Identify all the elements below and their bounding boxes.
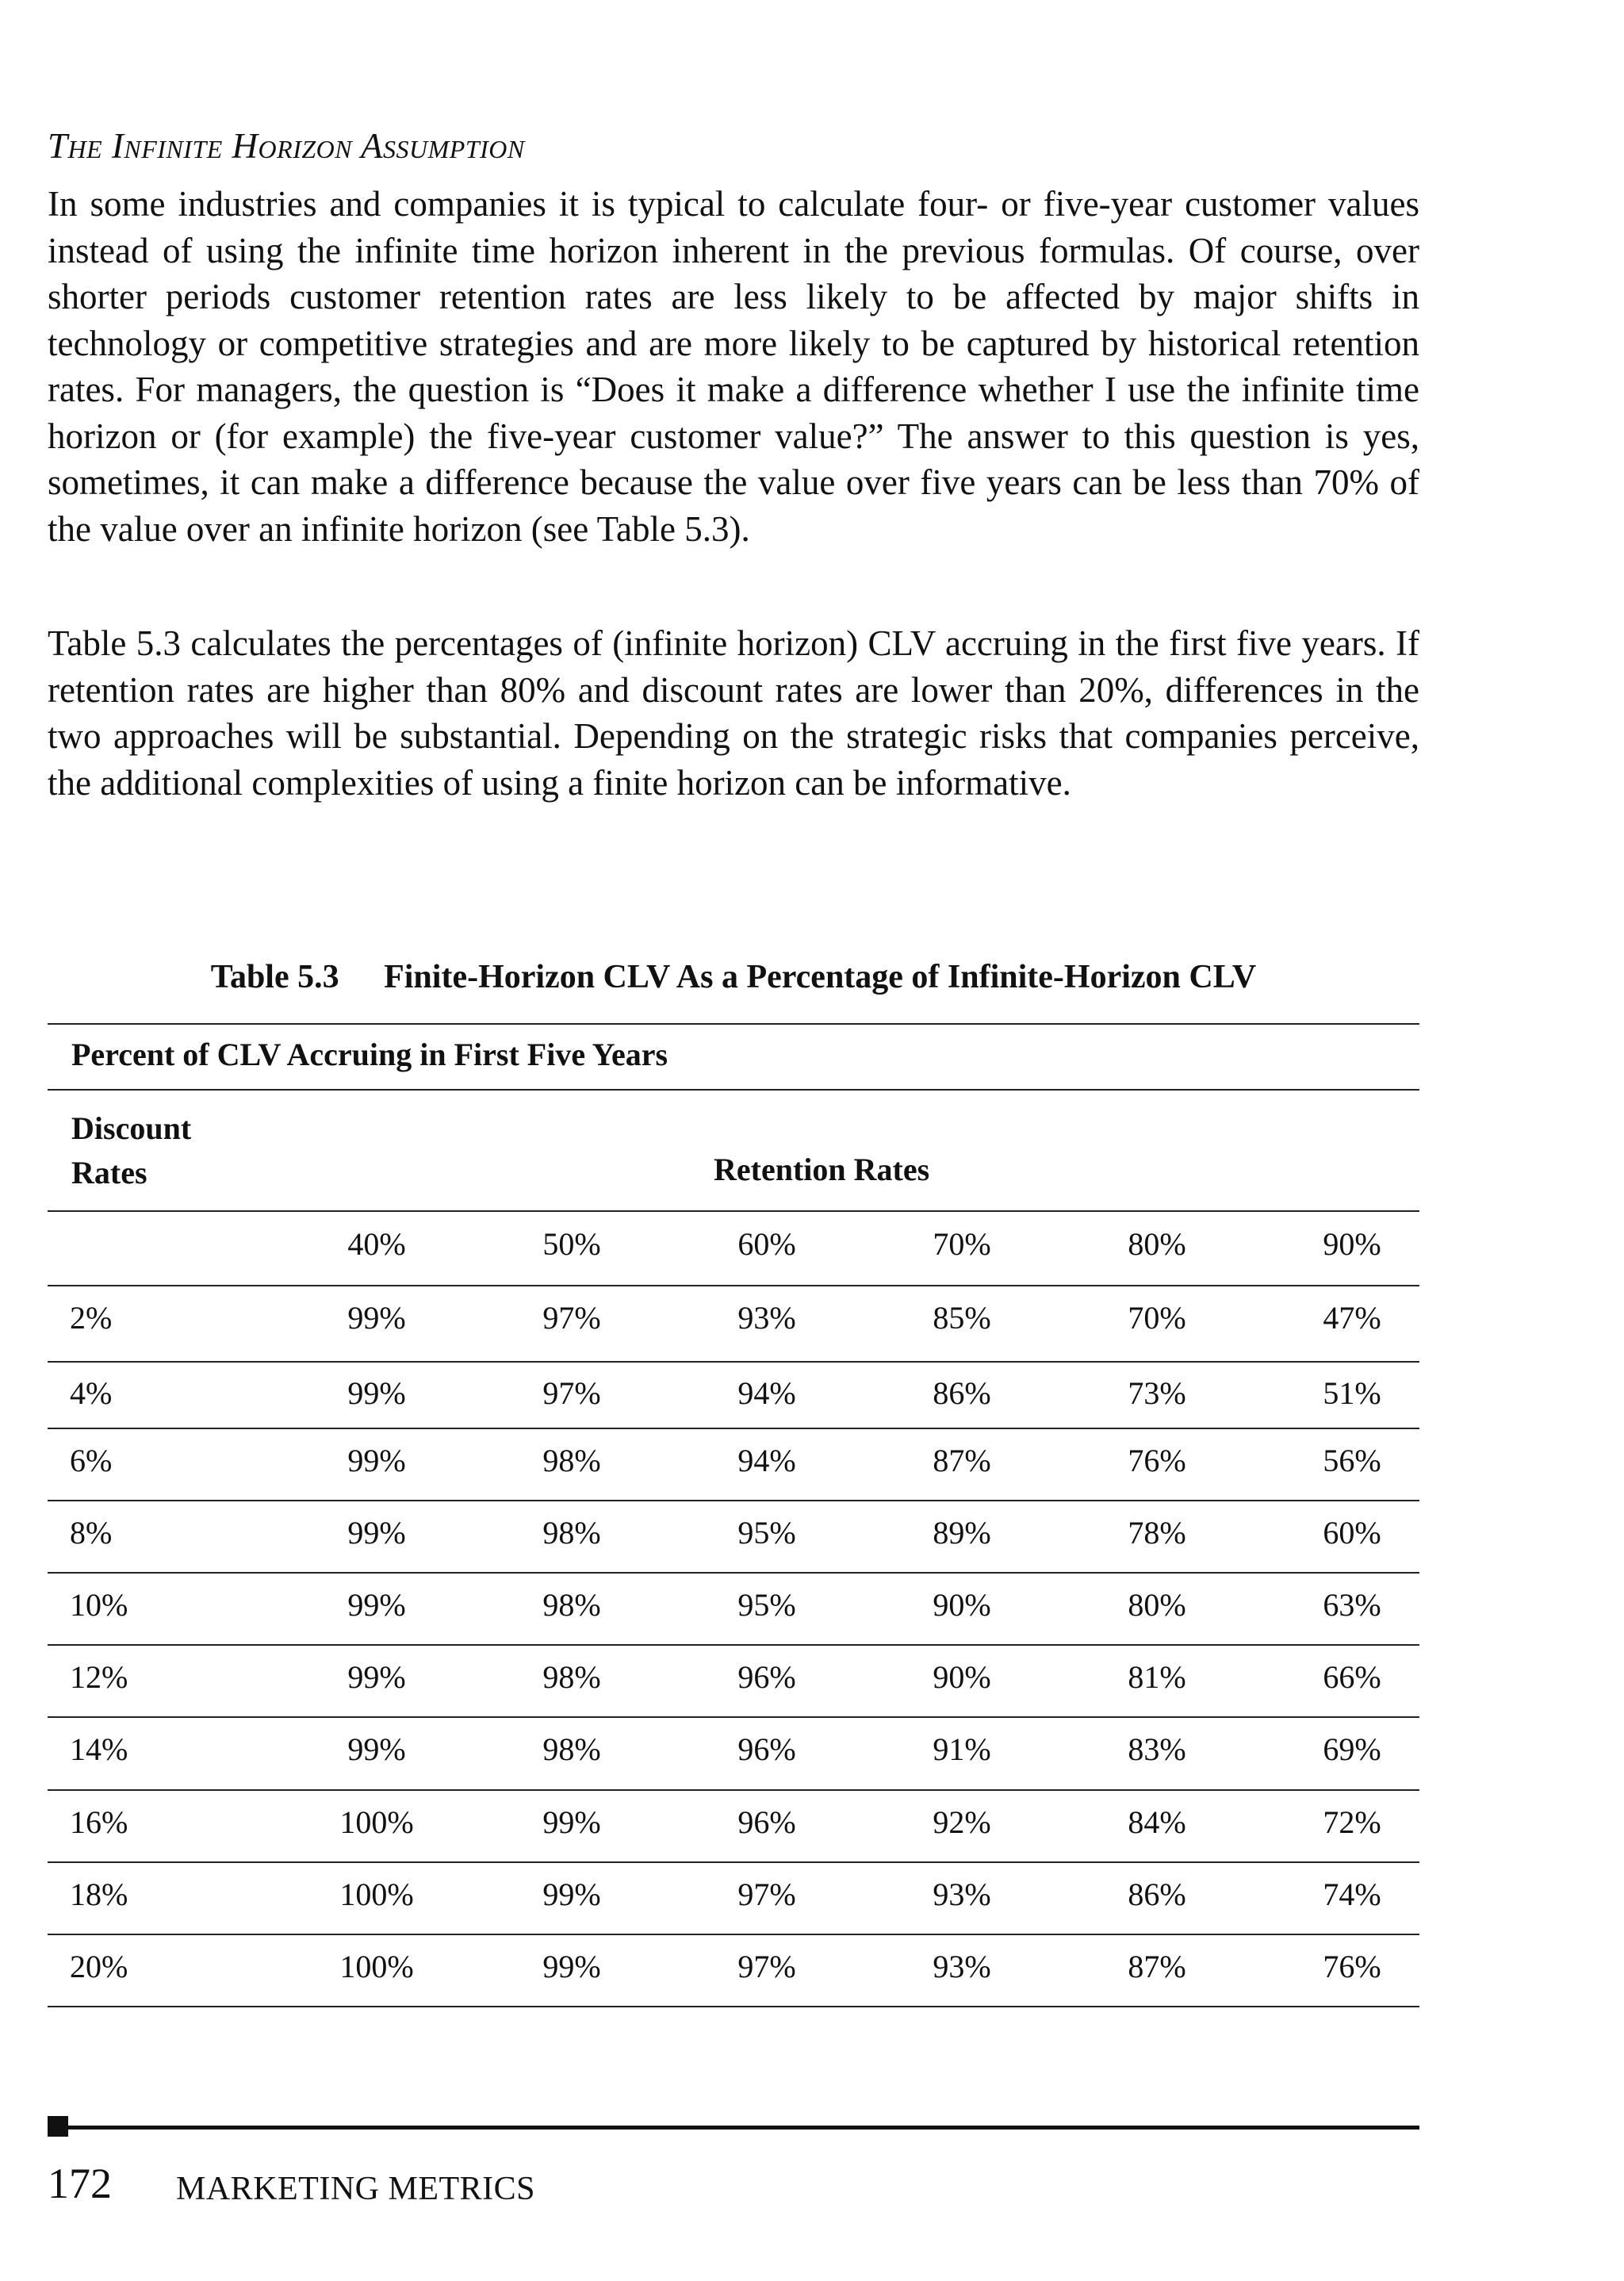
value-cell: 99% [347,1443,406,1478]
table-top-rule [48,1023,1419,1025]
value-cell: 91% [933,1731,991,1767]
value-cell: 66% [1323,1659,1381,1695]
table-rule [48,1934,1419,1935]
discount-rate-cell: 16% [70,1804,128,1840]
table-rule [48,1500,1419,1501]
value-cell: 94% [737,1443,796,1478]
value-cell: 84% [1128,1804,1186,1840]
footer-rule [68,2126,1419,2130]
value-cell: 47% [1323,1300,1381,1336]
value-cell: 98% [542,1587,601,1623]
table-row [48,1374,1419,1409]
value-cell: 76% [1128,1443,1186,1478]
value-cell: 93% [933,1949,991,1984]
value-cell: 87% [933,1443,991,1478]
discount-rate-cell: 20% [70,1949,128,1984]
row-header-line2: Rates [71,1155,147,1190]
discount-rate-cell: 6% [70,1443,113,1478]
value-cell: 96% [737,1659,796,1695]
value-cell: 85% [933,1300,991,1336]
value-cell: 94% [737,1375,796,1411]
table-row [48,1442,1419,1477]
value-cell: 97% [542,1375,601,1411]
value-cell: 73% [1128,1375,1186,1411]
column-group-header: Retention Rates [714,1152,930,1187]
value-cell: 98% [542,1659,601,1695]
footer-square-marker [48,2116,68,2137]
value-cell: 99% [347,1515,406,1551]
table-row [48,1514,1419,1549]
table-rule [48,1361,1419,1363]
table-caption-number: Table 5.3 [210,959,339,995]
discount-rate-cell: 18% [70,1877,128,1912]
column-header: 90% [1323,1226,1381,1262]
value-cell: 51% [1323,1375,1381,1411]
value-cell: 56% [1323,1443,1381,1478]
value-cell: 86% [933,1375,991,1411]
table-row [48,1586,1419,1621]
value-cell: 80% [1128,1587,1186,1623]
table-row [48,1804,1419,1838]
table-rule [48,1285,1419,1286]
value-cell: 98% [542,1731,601,1767]
table-row [48,1876,1419,1911]
value-cell: 86% [1128,1877,1186,1912]
value-cell: 74% [1323,1877,1381,1912]
value-cell: 99% [542,1949,601,1984]
paragraph-1: In some industries and companies it is typical to calculate four- or five-year customer values instead of using the infinite time horizon inherent in the previous formulas. Of course, over shorter periods customer retention rates are less likely to be affected by major shifts in technology or competitive strategies and are more likely to be captured by historical retention rates. For managers, the question is “Does it make a difference whether I use the infinite time horizon or (for example) the five-year customer value?” The answer to this question is yes, sometimes, it can make a difference because the value over five years can be less than 70% of the value over an infinite horizon (see Table 5.3). [48,184,1419,549]
value-cell: 100% [339,1949,414,1984]
value-cell: 87% [1128,1949,1186,1984]
page [48,0,1419,2281]
value-cell: 99% [347,1659,406,1695]
table-row [48,1948,1419,1983]
value-cell: 89% [933,1515,991,1551]
value-cell: 90% [933,1587,991,1623]
value-cell: 100% [339,1877,414,1912]
table-rule [48,2006,1419,2007]
discount-rate-cell: 4% [70,1375,113,1411]
value-cell: 63% [1323,1587,1381,1623]
value-cell: 69% [1323,1731,1381,1767]
value-cell: 76% [1323,1949,1381,1984]
value-cell: 83% [1128,1731,1186,1767]
paragraph-2: Table 5.3 calculates the percentages of (infinite horizon) CLV accruing in the first five years. If retention rates are higher than 80% and discount rates are lower than 20%, differences in the two approaches will be substantial. Depending on the strategic risks that companies perceive, the additional complexities of using a finite horizon can be informative. [48,623,1419,803]
discount-rate-cell: 8% [70,1515,113,1551]
value-cell: 92% [933,1804,991,1840]
row-header-line1: Discount [71,1110,192,1146]
column-header: 50% [542,1226,601,1262]
column-header: 80% [1128,1226,1186,1262]
section-heading: The Infinite Horizon Assumption [48,126,525,166]
column-header: 40% [347,1226,406,1262]
value-cell: 97% [737,1877,796,1912]
table-rule [48,1789,1419,1791]
value-cell: 99% [347,1731,406,1767]
value-cell: 100% [339,1804,414,1840]
row-header [71,1106,191,1195]
page-number: 172 [48,2160,112,2207]
value-cell: 95% [737,1587,796,1623]
value-cell: 99% [347,1587,406,1623]
value-cell: 97% [737,1949,796,1984]
table-rule [48,1716,1419,1718]
table-rule [48,1572,1419,1574]
value-cell: 98% [542,1443,601,1478]
table-rule [48,1210,1419,1212]
table-rule [48,1644,1419,1646]
table-rule [48,1089,1419,1091]
value-cell: 72% [1323,1804,1381,1840]
table-caption [48,958,1419,996]
table-rule [48,1861,1419,1863]
value-cell: 97% [542,1300,601,1336]
value-cell: 99% [347,1300,406,1336]
table-row [48,1731,1419,1765]
column-header-row [48,1225,1419,1260]
value-cell: 99% [347,1375,406,1411]
table-caption-title: Finite-Horizon CLV As a Percentage of Infinite-Horizon CLV [384,959,1257,995]
discount-rate-cell: 10% [70,1587,128,1623]
value-cell: 60% [1323,1515,1381,1551]
column-header: 60% [737,1226,796,1262]
discount-rate-cell: 12% [70,1659,128,1695]
value-cell: 81% [1128,1659,1186,1695]
running-title: MARKETING METRICS [176,2171,536,2207]
table-row [48,1299,1419,1334]
value-cell: 96% [737,1731,796,1767]
value-cell: 99% [542,1877,601,1912]
table-rule [48,1428,1419,1429]
value-cell: 78% [1128,1515,1186,1551]
discount-rate-cell: 14% [70,1731,128,1767]
value-cell: 70% [1128,1300,1186,1336]
table-row [48,1658,1419,1693]
column-header: 70% [933,1226,991,1262]
value-cell: 99% [542,1804,601,1840]
table-subheading: Percent of CLV Accruing in First Five Years [71,1037,668,1072]
value-cell: 96% [737,1804,796,1840]
discount-rate-cell: 2% [70,1300,113,1336]
value-cell: 90% [933,1659,991,1695]
value-cell: 93% [933,1877,991,1912]
value-cell: 95% [737,1515,796,1551]
value-cell: 93% [737,1300,796,1336]
value-cell: 98% [542,1515,601,1551]
